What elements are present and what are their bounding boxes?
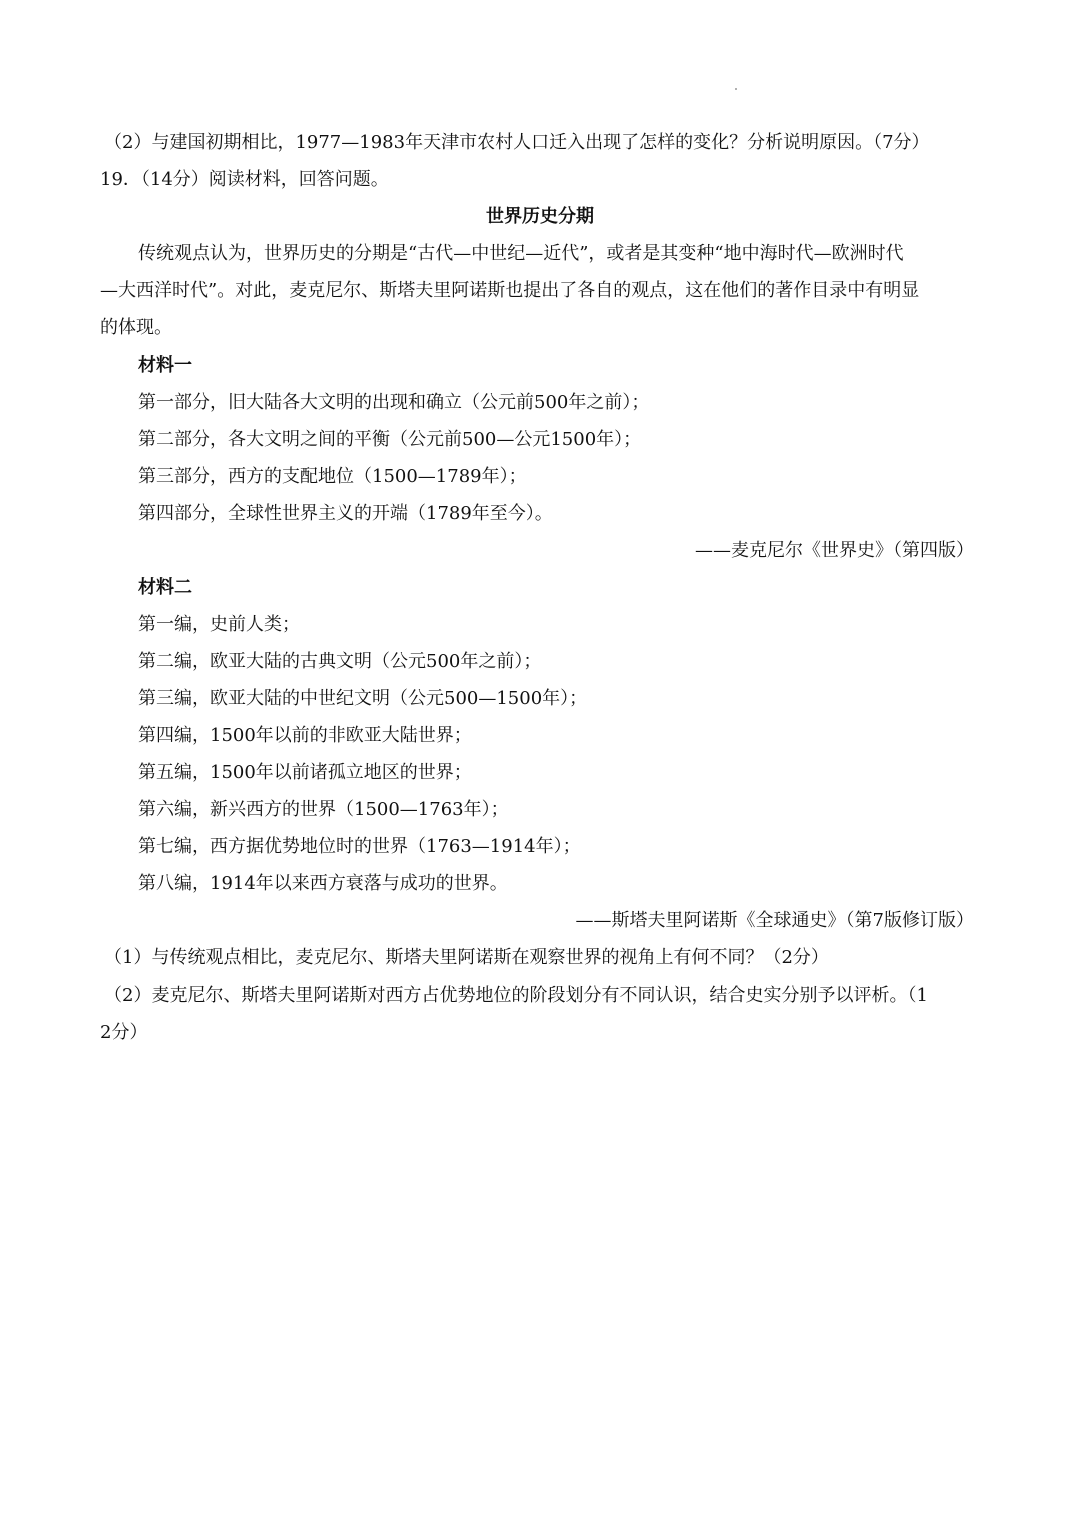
- material2-label: 材料二: [138, 577, 192, 598]
- material2-item: 第三编，欧亚大陆的中世纪文明（公元500—1500年）；: [138, 688, 588, 709]
- material2-item: 第二编，欧亚大陆的古典文明（公元500年之前）；: [138, 651, 542, 672]
- material2-item: 第一编，史前人类；: [138, 614, 300, 635]
- q19-question-1: （1）与传统观点相比，麦克尼尔、斯塔夫里阿诺斯在观察世界的视角上有何不同？（2分）: [104, 947, 829, 968]
- q19-title: 世界历史分期: [486, 206, 594, 227]
- intro-line-1: 传统观点认为，世界历史的分期是“古代—中世纪—近代”，或者是其变种“地中海时代—欧洲时代: [138, 243, 904, 264]
- q19-header: 19．（14分）阅读材料，回答问题。: [100, 169, 389, 190]
- material2-item: 第四编，1500年以前的非欧亚大陆世界；: [138, 725, 472, 746]
- material1-item: 第四部分，全球性世界主义的开端（1789年至今）。: [138, 503, 553, 524]
- material2-item: 第六编，新兴西方的世界（1500—1763年）；: [138, 799, 509, 820]
- material1-item: 第二部分，各大文明之间的平衡（公元前500—公元1500年）；: [138, 429, 642, 450]
- material2-item: 第八编，1914年以来西方衰落与成功的世界。: [138, 873, 508, 894]
- material2-item: 第七编，西方据优势地位时的世界（1763—1914年）；: [138, 836, 581, 857]
- intro-line-3: 的体现。: [100, 317, 172, 338]
- material2-item: 第五编，1500年以前诸孤立地区的世界；: [138, 762, 472, 783]
- material1-source: ——麦克尼尔《世界史》（第四版）: [695, 540, 974, 561]
- q19-question-2-line1: （2）麦克尼尔、斯塔夫里阿诺斯对西方占优势地位的阶段划分有不同认识，结合史实分别予以评析。（1: [104, 985, 928, 1006]
- scan-dot: [735, 88, 737, 90]
- material1-label: 材料一: [138, 355, 192, 376]
- material1-item: 第一部分，旧大陆各大文明的出现和确立（公元前500年之前）；: [138, 392, 650, 413]
- material1-item: 第三部分，西方的支配地位（1500—1789年）；: [138, 466, 527, 487]
- material2-source: ——斯塔夫里阿诺斯《全球通史》（第7版修订版）: [575, 910, 974, 931]
- intro-line-2: —大西洋时代”。对此，麦克尼尔、斯塔夫里阿诺斯也提出了各自的观点，这在他们的著作目录中有明显: [100, 280, 920, 301]
- q19-question-2-line2: 2分）: [100, 1022, 148, 1043]
- q18-part2-question: （2）与建国初期相比，1977—1983年天津市农村人口迁入出现了怎样的变化？分析说明原因。（7分）: [104, 132, 930, 153]
